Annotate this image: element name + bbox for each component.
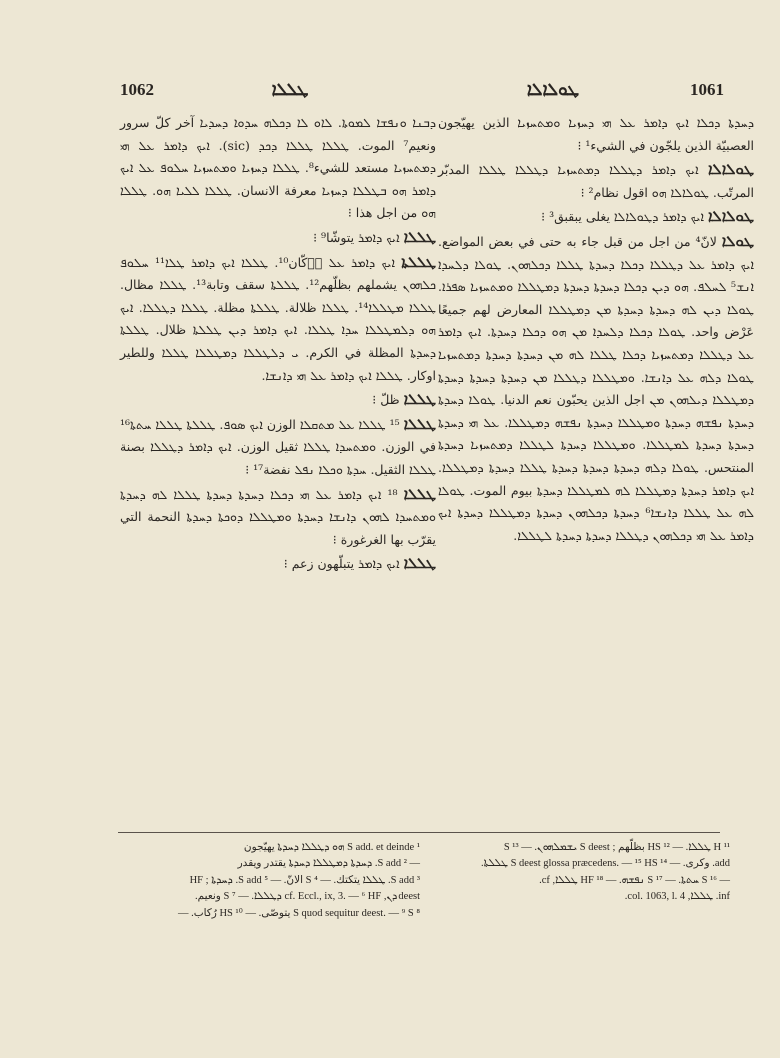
entry-headword: ܛܠܠܐ <box>403 554 436 573</box>
entry-headword: ܛܠܠܐ <box>403 414 436 433</box>
dictionary-entry <box>120 226 436 250</box>
entry-text: ¹⁸ ܐܝܟ ܕܐܡܪ ܥܠ ܗܝ ܕܟܠܐ ܕܚܕܬܐ ܕܚܕܬܐ ܛܠܠܐ ܠܗ ܕܚܕܬܐ ܘܡܬܚܕܐ ܠܗܘܢ ܕܐܢܫܐ ܕܚܕܬܐ ܘܡܛܠܠܐ ܕܘܟܬܐ ܕܚܕܬܐ النحمة التي يقرّب بها الغرغورة ⁝ <box>120 486 436 547</box>
entry-headword: ܛܠܠܐ <box>403 484 436 503</box>
running-head-right: ܛܘܠܐܠܐ <box>526 80 580 100</box>
entry-text: ܐܝܟ ܕܐܡܪ يتبلّهون زعم ⁝ <box>283 556 400 572</box>
entry-text: لانّ⁴ من اجل من قبل جاء به حتى في بعض المواضع. ܐܝܟ ܕܐܡܪ ܥܠ ܕܛܠܠܐ ܕܟܠܐ ܕܚܕܬܐ ܛܠܠܐ ܕܟܠܗܘܢ. ܛܘܠܐ ܕܠܚܕܐ ܐܢܫ⁵ ܠܚܠܦ. ܗܘ ܕܝܢ ܕܟܠܐ ܕܚܕܬܐ ܕܚܕܬܐ ܕܡܛܠܠܐ ܘܡܬܚܙܝܐ ܣܦܪܐ. ܛܘܠܐ ܕܝܢ ܠܗ ܕܚܕܬܐ ܕܚܕܬܐ ܡܢ ܕܡܛܠܠܐ المعارض لهم جميعًا عَرْض واحد. ܛܘܠܐ ܕܟܠܐ ܕܠܚܕܐ ܡܢ ܗܘ ܕܟܠܐ ܕܚܕܬܐ. ܐܝܟ ܕܐܡܪ ܥܠ ܕܛܠܠܐ ܕܡܬܚܙܝܐ ܕܟܠܐ ܛܠܠܐ ܠܗ ܡܢ ܕܚܕܬܐ ܕܚܕܬܐ ܕܡܬܚܙܝܐ ܛܘܠܐ ܕܠܗ ܥܠ ܕܐܢܫܐ. ܘܡܛܠܠܐ ܕܛܠܠܐ ܡܢ ܕܚܕܬܐ ܕܚܕܬܐ ܕܚܕܬܐ ܕܡܛܠܠܐ ܕܝܠܗܘܢ ܡܢ اجل الذين يحبّون نعم الدنيا. ܛܘܠܐ ܕܚܕܬܐ ܕܚܕܬܐ ܢܦܫܗ ܕܚܕܬܐ ܘܡܛܠܠܐ ܕܚܕܬܐ ܢܦܫܗ ܕܡܛܠܠܐ. ܥܠ ܗܝ ܕܚܕܬܐ ܕܚܕܬܐ ܕܚܕܬܐ ܠܡܛܠܠܐ. ܘܡܛܠܠܐ ܕܚܕܬܐ ܠܛܠܠܐ ܕܡܬܚܙܝܐ ܕܚܕܬܐ المنتحس. ܛܘܠܐ ܕܠܗ ܕܚܕܬܐ ܕܚܕܬܐ ܕܚܕܬܐ ܛܠܠܐ ܕܚܕܬܐ ܕܡܛܠܠܐ. ܐܝܟ ܕܐܡܪ ܕܚܕܬܐ ܕܡܛܠܠܐ ܠܗ ܠܡܛܠܠܐ ܕܚܕܬܐ بيوم الموت. ܛܘܠܐ ܠܗ ܥܠ ܛܠܠܐ ܕܐܢܫܐ⁶ ܕܚܕܬܐ ܕܟܠܗܘܢ ܕܚܕܬܐ ܕܡܛܠܠܐ ܕܚܕܬܐ ܐܝܟ ܕܐܡܪ ܥܠ ܗܝ ܕܟܠܗܘܢ ܕܛܠܠܐ ܕܚܕܬܐ ܕܚܕܬܐ ܠܛܠܠܐ. <box>438 233 755 543</box>
footnotes-left <box>120 840 420 922</box>
page-number-right: 1061 <box>690 80 724 99</box>
dictionary-entry <box>438 205 754 229</box>
dictionary-entry <box>438 230 754 547</box>
dictionary-entry <box>120 251 436 388</box>
entry-text: ܐܝܟ ܕܐܡܪ ܕܛܠܠܐ ܕܡܬܚܙܝܐ ܕܛܠܠܐ ܛܠܠܐ المدبّر المرتّب. ܛܘܠܐܠܐ ܗܘ اقول نظام² ⁝ <box>438 162 754 200</box>
footnote-line: add. وكرى. — ¹⁴ S deest glossa præcedens. — ¹⁵ HS ܛܠܠܬܐ. <box>481 858 730 870</box>
right-column <box>438 112 754 548</box>
footnotes-right <box>430 840 730 906</box>
footnote-line: ¹¹ H ܛܠܠܐ. — ¹² HS بظلّهم ; S deest ܝܫܡܠܗܘܢ. — ¹³ S <box>503 842 730 853</box>
running-head-left: ܛܠܠܐ <box>271 80 309 100</box>
entry-headword: ܛܠܠܐ <box>403 390 436 409</box>
dictionary-entry <box>120 112 436 225</box>
entry-headword: ܛܘܠܐܠܐ <box>707 207 754 226</box>
footnote-line: ¹ S add. et deinde ܗܘ ܕܛܠܠܐ ܕܚܕܬܐ يهيّجون <box>243 842 420 853</box>
dictionary-entry <box>120 552 436 576</box>
footnote-divider <box>118 832 720 833</box>
dictionary-entry <box>438 158 754 204</box>
entry-headword: ܛܠܠܐ <box>403 227 436 246</box>
footnote-line: inf. ܛܠܠܐ, col. 1063, l. 4. <box>624 891 730 903</box>
left-column <box>120 112 436 577</box>
dictionary-entry <box>120 388 436 412</box>
footnote-line: — ¹⁶ S ܚܬܬܐ. — ¹⁷ S ܢܦܫܗ. — ¹⁸ HF ܛܠܠܐ, cf. <box>539 874 730 886</box>
entry-text: ܕܚܕܬܐ ܕܟܠܐ ܐܝܟ ܕܐܡܪ ܥܠ ܗܝ ܕܚܙܝܐ ܘܡܬܚܙܝܐ الذين يهيّجون العصبيّة الذين يلجّون في الشيء¹ ⁝ <box>438 115 754 153</box>
dictionary-entry <box>438 112 754 157</box>
entry-text: ܐܝܟ ܕܐܡܪ ܥܠ ܕُكّان¹⁰. ܛܠܠܐ ܐܝܟ ܕܐܡܪ ܛܠܐ¹¹ ܚܠܘܦ ܟܠܗܘܢ يشملهم بظلّهم¹². ܛܠܠܬܐ سقف وتابة¹³. ܛܠܠܐ مظال. ܛܠܠܐ ܡܛܠܠܐ¹⁴. ܛܠܠܐ ظلالة. ܛܠܠܬܐ مظلة. ܛܠܠܐ ܕܛܠܠܐ. ܐܝܟ ܗܘ ܕܠܡܛܠܠܐ ܚܕܐ ܛܠܠܐ. ܐܝܟ ܕܐܡܪ ܕܝܢ ܛܠܠܬܐ ظلال. ܛܠܠܬܐ ܕܚܕܬܐ المظلة في الكرم. ܝ ܕܠܛܠܠܐ ܕܡܛܠܠܐ ܛܠܠܐ وللطير اوكار. ܛܠܠܐ ܐܝܟ ܕܐܡܪ ܥܠ ܗܝ ܕܐܢܫܐ. <box>120 254 436 383</box>
entry-text: ܕܒܢܐ ܘܢܦܫܐ ܠܡܘܬܐ. ܠܐܘ ܠܐ ܕܟܠܗ ܚܕܘܐ ܕܚܕܝܐ آخر كلّ سرور ونعيم⁷ الموت. ܛܠܠܐ ܛܠܠܐ ܕܟܕ (sic). ܐܝܟ ܕܐܡܪ ܥܠ ܗܝ ܕܡܬܚܙܝܐ مستعد للشيء⁸. ܛܠܠܐ ܕܚܙܝܐ ܘܡܬܚܙܝܐ ܚܠܘܦ ܥܠ ܐܝܟ ܕܐܡܪ ܗܘ ܒܛܠܠܐ ܕܚܙܝܐ معرفة الانسان. ܛܠܠܐ ܠܠܝܐ ܗܘ. ܛܠܠܐ ܗܘ من اجل هذا ⁝ <box>120 115 436 221</box>
page-number-left: 1062 <box>120 80 154 99</box>
footnote-line: — ² S add. ܕܚܕܬܐ ܕܡܛܠܠܐ ܕܚܕܬܐ يقتدر ويقدر <box>237 858 420 870</box>
footnote-line: ⁸ S quod sequitur deest. — ⁹ S يتوصّى. — ¹⁰ HS رُكاب. — <box>177 907 420 919</box>
dictionary-entry <box>120 413 436 482</box>
entry-text: ¹⁵ ܛܠܠܐ ܥܠ ܡܬܩܠܐ الوزن ܐܝܟ ܣܘܦ. ܛܠܠܬܐ ܛܠܠܐ ܚܬܬܐ¹⁶ في الوزن. ܘܡܬܚܕܐ ܛܠܠܐ ثقيل الوزن. ܐܝܟ ܕܐܡܪ ܕܛܠܠܐ بصنة ܛܠܠܐ الثقيل. ܚܕܬܐ ܘܟܠܐ ܢܦܠ نفضة¹⁷ ⁝ <box>120 416 436 477</box>
entry-text: ܐܝܟ ܕܐܡܪ ܕܛܘܠܐܠܐ يغلى يبقبق³ ⁝ <box>541 209 704 225</box>
entry-text: ܐܝܟ ܕܐܡܪ يتوشّا⁹ ⁝ <box>313 229 400 245</box>
footnote-line: ³ S add. ܛܠܠܐ يتكتك. — ⁴ S الانّ. — ⁵ S add. ܕܚܕܬܐ ; HF <box>189 874 420 886</box>
dictionary-entry <box>120 483 436 552</box>
footnote-line: deest ܕܢ, cf. Eccl., ix, 3. — ⁶ HF ܕܛܠܠܐ. — ⁷ S ونعيم. <box>195 891 420 903</box>
entry-headword: ܛܘܠܐ <box>721 231 754 250</box>
entry-headword: ܛܘܠܐܠܐ <box>707 160 754 179</box>
entry-headword: ܛܠܠܬܐ <box>401 252 437 271</box>
entry-text: ظلّ ⁝ <box>372 392 400 408</box>
